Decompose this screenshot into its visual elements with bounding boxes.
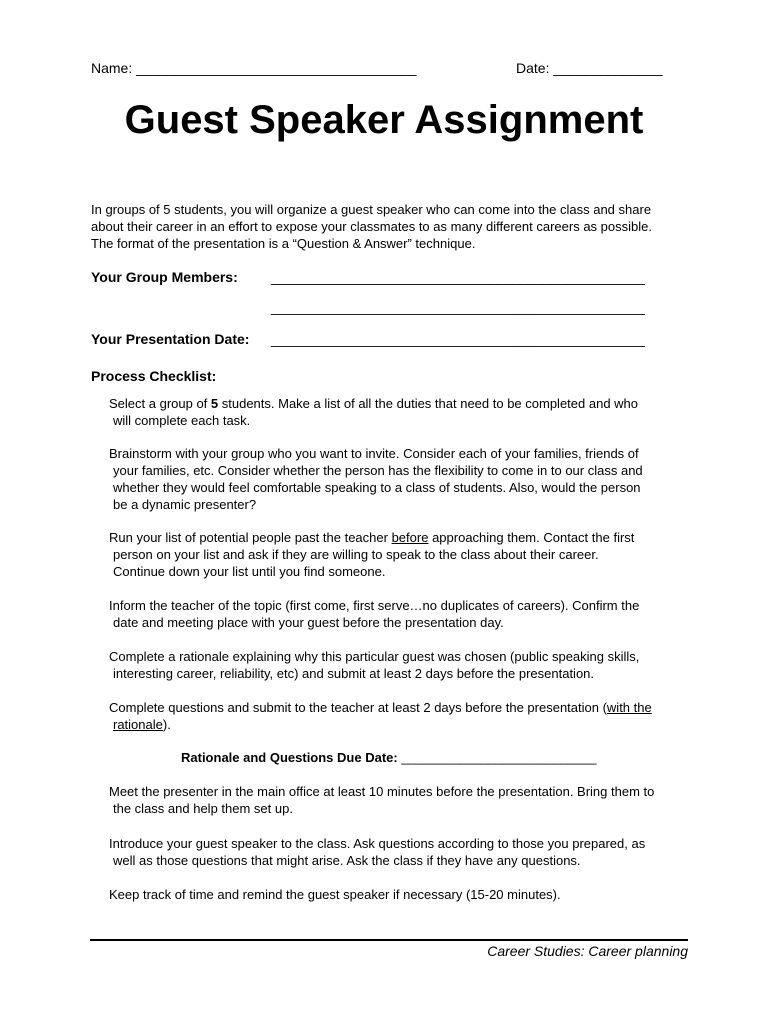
checklist-heading: Process Checklist: bbox=[91, 368, 217, 384]
footer-text: Career Studies: Career planning bbox=[487, 943, 688, 959]
underlined-with-the: with the bbox=[606, 700, 652, 715]
date-line bbox=[516, 60, 662, 76]
name-label: Name: bbox=[91, 60, 133, 76]
checklist-item: Meet the presenter in the main office at least 10 minutes before the presentation. Bring them to the class and help them set up. bbox=[109, 784, 655, 816]
intro-line: In groups of 5 students, you will organize a guest speaker who can come into the class and share bbox=[91, 202, 652, 217]
presentation-date-label: Your Presentation Date: bbox=[91, 331, 250, 347]
checklist-item: Complete questions and submit to the teacher at least 2 days before the presentation (with the rationale). bbox=[109, 700, 652, 732]
underlined-rationale: rationale bbox=[113, 717, 163, 732]
intro-paragraph bbox=[91, 201, 652, 252]
checklist-item: Inform the teacher of the topic (first come, first serve…no duplicates of careers). Confirm the date and meeting place with your guest before the presentation day. bbox=[109, 598, 640, 630]
underlined-before: before bbox=[391, 530, 429, 545]
checklist-item: Run your list of potential people past the teacher before approaching them. Contact the first person on your list and ask if they are willing to speak to the class about their career. Continue down your list until you find someone. bbox=[109, 530, 635, 579]
due-date-label: Rationale and Questions Due Date: bbox=[181, 750, 398, 765]
date-label: Date: bbox=[516, 60, 550, 76]
name-blank[interactable]: ____________________________________ bbox=[136, 60, 417, 76]
checklist-item: Introduce your guest speaker to the class. Ask questions according to those you prepared, as well as those questions that might arise. Ask the class if they have any questions. bbox=[109, 836, 646, 868]
presentation-date-blank[interactable]: ________________________________________________ bbox=[271, 331, 645, 347]
group-members-blank-2[interactable]: ________________________________________________ bbox=[271, 299, 645, 315]
checklist-item: Keep track of time and remind the guest speaker if necessary (15-20 minutes). bbox=[109, 887, 561, 902]
group-size: 5 bbox=[210, 396, 219, 411]
checklist-item: Brainstorm with your group who you want to invite. Consider each of your families, friends of your families, etc. Consider whether the person has the flexibility to come in to our class and whether they would feel comfortable speaking to a class of students. Also, would the person be a dynamic presenter? bbox=[109, 446, 643, 512]
due-date-line bbox=[181, 749, 597, 766]
footer-divider bbox=[90, 939, 688, 941]
intro-line: about their career in an effort to expose your classmates to as many different careers as possible. bbox=[91, 219, 652, 234]
intro-line: The format of the presentation is a “Question & Answer” technique. bbox=[91, 236, 476, 251]
group-members-label: Your Group Members: bbox=[91, 269, 238, 285]
due-date-blank[interactable]: ___________________________ bbox=[401, 750, 597, 765]
date-blank[interactable]: ______________ bbox=[553, 60, 663, 76]
checklist-item: Complete a rationale explaining why this particular guest was chosen (public speaking skills, interesting career, reliability, etc) and submit at least 2 days before the presentation. bbox=[109, 649, 640, 681]
group-members-blank-1[interactable]: ________________________________________________ bbox=[271, 269, 645, 285]
name-line bbox=[91, 60, 416, 76]
checklist-item: Select a group of 5 students. Make a list of all the duties that need to be completed and who will complete each task. bbox=[109, 396, 639, 428]
page-title: Guest Speaker Assignment bbox=[124, 98, 644, 142]
